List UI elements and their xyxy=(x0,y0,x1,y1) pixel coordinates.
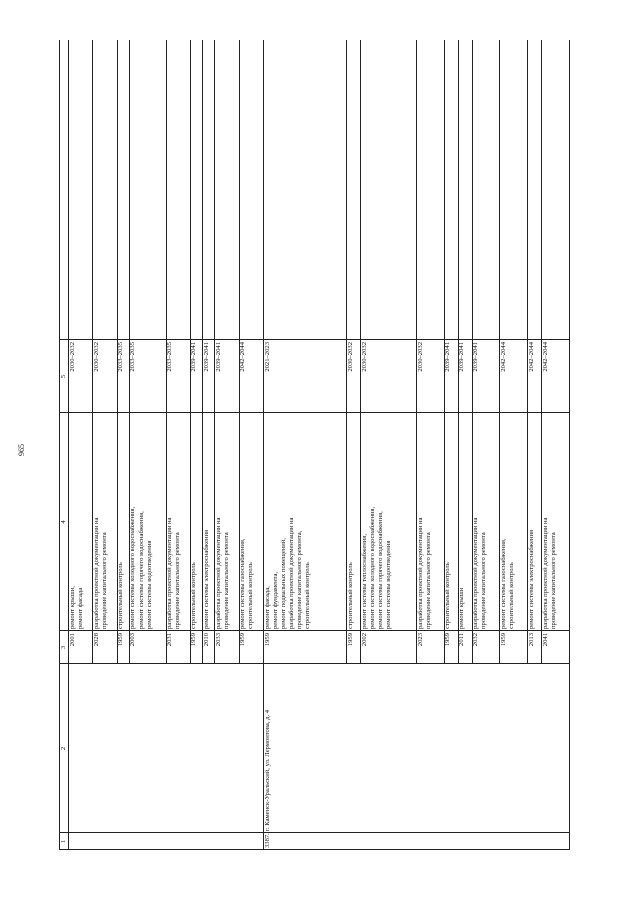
work-line: разработка проектной документации на xyxy=(416,517,424,629)
year-cell: 2023 xyxy=(416,633,424,647)
year-cell: 2002 xyxy=(360,633,368,647)
work-line: разработка проектной документации на xyxy=(92,517,100,629)
year-cell: 2010 xyxy=(202,633,210,647)
work-line: ремонт системы водоотведения xyxy=(145,540,153,629)
column-divider xyxy=(59,849,569,850)
period-cell: 2042–2044 xyxy=(239,342,247,372)
works-table xyxy=(59,40,569,850)
work-line: проведение капитального ремонта xyxy=(222,532,230,629)
year-cell: 1959 xyxy=(190,633,198,647)
period-cell: 2030–2032 xyxy=(416,342,424,372)
work-line: строительный контроль xyxy=(117,562,125,629)
work-line: ремонт системы газоснабжения, xyxy=(499,538,507,629)
work-line: ремонт фасада, xyxy=(263,586,271,629)
work-line: ремонт фундамента, xyxy=(271,571,279,629)
year-cell: 1959 xyxy=(239,633,247,647)
period-cell: 2042–2044 xyxy=(499,342,507,372)
row-divider xyxy=(569,40,570,850)
work-line: строительный контроль xyxy=(304,562,311,629)
work-line: строительный контроль xyxy=(444,562,452,629)
work-line: проведение капитального ремонта xyxy=(174,532,182,629)
record-number: 3387. xyxy=(263,833,271,848)
row-divider xyxy=(68,40,69,850)
year-cell: 2032 xyxy=(472,633,480,647)
column-divider xyxy=(59,339,569,340)
work-line: проведение капитального ремонта xyxy=(424,532,432,629)
period-cell: 2039–2041 xyxy=(444,342,452,372)
work-line: проведение капитального ремонта xyxy=(100,532,108,629)
work-line: ремонт подвальных помещений, xyxy=(279,538,287,629)
work-line: разработка проектной документации на xyxy=(472,517,480,629)
period-cell: 2039–2041 xyxy=(202,342,210,372)
year-cell: 2028 xyxy=(92,633,100,647)
page-number: 965 xyxy=(17,444,26,456)
work-line: разработка проектной документации на xyxy=(214,517,222,629)
column-divider xyxy=(59,630,569,631)
work-line: ремонт крыши, xyxy=(68,586,76,629)
period-cell: 2033–2035 xyxy=(129,342,137,372)
column-header-2: 2 xyxy=(59,746,67,751)
address-cell: г. Каменск-Уральский, ул. Лермонтова, д. 4 xyxy=(263,709,271,831)
year-cell: 1959 xyxy=(117,633,125,647)
year-cell: 2013 xyxy=(527,633,535,647)
period-cell: 2039–2041 xyxy=(472,342,480,372)
year-cell: 1959 xyxy=(263,633,271,647)
column-header-5: 5 xyxy=(59,374,67,379)
work-line: ремонт системы горячего водоснабжения, xyxy=(377,511,385,629)
period-cell: 2030–2032 xyxy=(68,342,76,372)
period-cell: 2039–2041 xyxy=(214,342,222,372)
work-line: строительный контроль xyxy=(190,562,198,629)
work-line: ремонт системы электроснабжения xyxy=(527,529,535,629)
year-cell: 2031 xyxy=(166,633,173,647)
work-line: ремонт системы горячего водоснабжения, xyxy=(137,511,145,629)
work-line: ремонт системы холодного водоснабжения, xyxy=(368,506,376,629)
period-cell: 2030–2032 xyxy=(360,342,368,372)
work-line: ремонт системы теплоснабжения, xyxy=(360,534,368,629)
year-cell: 2003 xyxy=(129,633,137,647)
work-line: проведение капитального ремонта xyxy=(480,532,488,629)
year-cell: 2011 xyxy=(458,633,466,646)
period-cell: 2030–2032 xyxy=(346,342,354,372)
work-line: ремонт системы водоотведения xyxy=(385,540,393,629)
work-line: ремонт системы холодного водоснабжения, xyxy=(129,506,137,629)
work-line: разработка проектной документации на xyxy=(541,517,549,629)
work-line: ремонт системы газоснабжения, xyxy=(239,538,247,629)
work-line: строительный контроль xyxy=(346,562,354,629)
column-header-1: 1 xyxy=(59,839,67,844)
work-line: проведение капитального ремонта xyxy=(549,532,557,629)
year-cell: 1959 xyxy=(346,633,354,647)
period-cell: 2039–2041 xyxy=(190,342,198,372)
year-cell: 1959 xyxy=(444,633,452,647)
column-divider xyxy=(59,412,569,413)
work-line: ремонт системы электроснабжения xyxy=(202,529,210,629)
work-line: ремонт фасада xyxy=(76,587,84,629)
period-cell: 2033–2035 xyxy=(166,342,173,372)
work-line: строительный контроль xyxy=(508,562,516,629)
column-header-3: 3 xyxy=(59,645,67,650)
period-cell: 2030–2032 xyxy=(92,342,100,372)
period-cell: 2039–2041 xyxy=(458,342,466,372)
year-cell: 1959 xyxy=(499,633,507,647)
year-cell: 2001 xyxy=(68,633,76,647)
work-line: проведение капитального ремонта, xyxy=(295,530,303,629)
work-line: ремонт крыши xyxy=(458,587,466,629)
period-cell: 2033–2035 xyxy=(117,342,125,372)
work-line: разработка проектной документации на xyxy=(166,517,173,629)
column-divider xyxy=(59,832,569,833)
period-cell: 2021–2023 xyxy=(263,342,271,372)
period-cell: 2042–2044 xyxy=(541,342,549,372)
year-cell: 2033 xyxy=(214,633,222,647)
column-header-4: 4 xyxy=(59,520,67,524)
work-line: строительный контроль xyxy=(247,562,255,629)
column-divider xyxy=(59,663,569,664)
year-cell: 2041 xyxy=(541,633,549,647)
work-line: разработка проектной документации на xyxy=(287,517,295,629)
period-cell: 2042–2044 xyxy=(527,342,535,372)
